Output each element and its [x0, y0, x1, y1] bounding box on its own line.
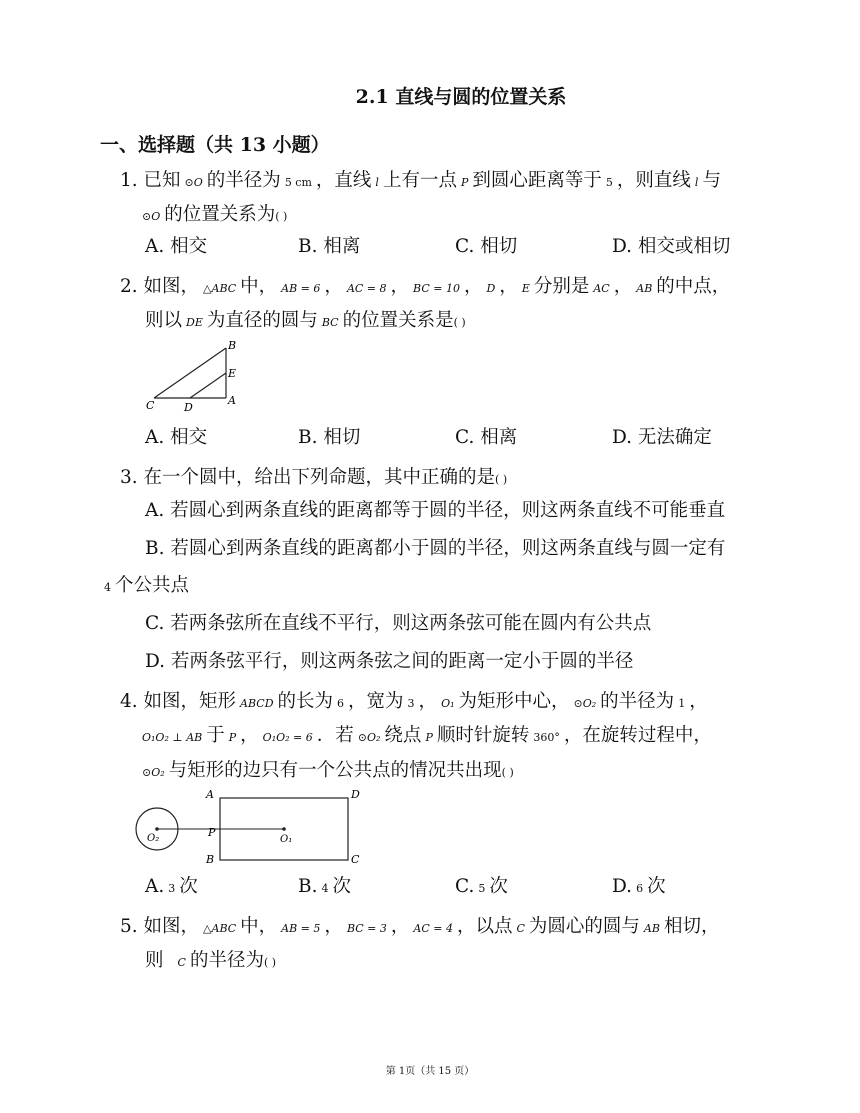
page-footer: 第 1页（共 15 页） — [385, 1066, 475, 1077]
q4-label-p: P — [208, 826, 216, 839]
q2-label-d: D — [184, 401, 193, 414]
q2-triangle-figure — [140, 336, 250, 416]
q2-segment-de — [190, 373, 226, 398]
q5-line2: 则 C 的半径为( ) — [145, 950, 277, 971]
q4-point-o1 — [282, 827, 286, 831]
q2-line2: 则以 DE 为直径的圆与 BC 的位置关系是( ) — [145, 310, 466, 331]
page-title: 2.1 直线与圆的位置关系 — [355, 86, 567, 108]
q4-label-d: D — [351, 788, 360, 801]
q4-option-b: B. 4 次 — [298, 876, 351, 897]
section-heading: 一、选择题（共 13 小题） — [100, 134, 330, 156]
q2-option-a: A. 相交 — [145, 427, 208, 448]
q4-option-d: D. 6 次 — [612, 876, 666, 897]
q1-line2: ⊙O 的位置关系为( ) — [142, 204, 288, 225]
q3-option-d: D. 若两条弦平行，则这两条弦之间的距离一定小于圆的半径 — [145, 651, 634, 672]
q1-option-a: A. 相交 — [145, 236, 208, 257]
q2-label-c: C — [146, 399, 155, 412]
q3-option-c: C. 若两条弦所在直线不平行，则这两条弦可能在圆内有公共点 — [145, 613, 652, 634]
q4-line1: 4. 如图，矩形 ABCD 的长为 6 ，宽为 3 ， O₁ 为矩形中心， ⊙O₂ 的半径为 1 ， — [120, 691, 708, 712]
q2-side-bc — [154, 348, 226, 398]
q4-label-a: A — [206, 788, 214, 801]
q2-option-b: B. 相切 — [298, 427, 361, 448]
q1-line1: 1. 已知 ⊙O 的半径为 5 cm ，直线 l 上有一点 P 到圆心距离等于 5 ，则直线 l 与 — [120, 170, 721, 191]
q4-option-a: A. 3 次 — [145, 876, 198, 897]
q1-option-d: D. 相交或相切 — [612, 236, 731, 257]
q3-option-b: B. 若圆心到两条直线的距离都小于圆的半径，则这两条直线与圆一定有 — [145, 538, 726, 559]
q4-line2: O₁O₂ ⊥ AB 于 P ， O₁O₂ = 6 ．若 ⊙O₂ 绕点 P 顺时针旋转 360° ，在旋转过程中， — [142, 725, 712, 746]
q1-option-c: C. 相切 — [455, 236, 518, 257]
q3-option-b-continued: 4 个公共点 — [104, 575, 190, 596]
q4-label-b: B — [206, 853, 215, 866]
q2-label-e: E — [228, 367, 237, 380]
q3-option-a: A. 若圆心到两条直线的距离都等于圆的半径，则这两条直线不可能垂直 — [145, 500, 726, 521]
q4-label-o2: O₂ — [147, 833, 160, 844]
q4-point-o2 — [155, 827, 159, 831]
q1-option-b: B. 相离 — [298, 236, 361, 257]
q4-label-o1: O₁ — [280, 834, 293, 845]
q2-option-d: D. 无法确定 — [612, 427, 712, 448]
q2-label-b: B — [228, 339, 237, 352]
q4-label-c: C — [351, 853, 360, 866]
q2-line1: 2. 如图， △ABC 中， AB = 6 ， AC = 8 ， BC = 10 ， D ， E 分别是 AC ， AB 的中点， — [120, 276, 731, 297]
q4-line3: ⊙O₂ 与矩形的边只有一个公共点的情况共出现( ) — [142, 760, 514, 781]
q4-option-c: C. 5 次 — [455, 876, 508, 897]
q5-line1: 5. 如图， △ABC 中， AB = 5 ， BC = 3 ， AC = 4 ，以点 C 为圆心的圆与 AB 相切， — [120, 916, 720, 937]
q2-option-c: C. 相离 — [455, 427, 518, 448]
q4-rectangle-figure — [128, 786, 368, 868]
q2-label-a: A — [228, 394, 236, 407]
q3-stem: 3. 在一个圆中，给出下列命题，其中正确的是( ) — [120, 467, 508, 488]
